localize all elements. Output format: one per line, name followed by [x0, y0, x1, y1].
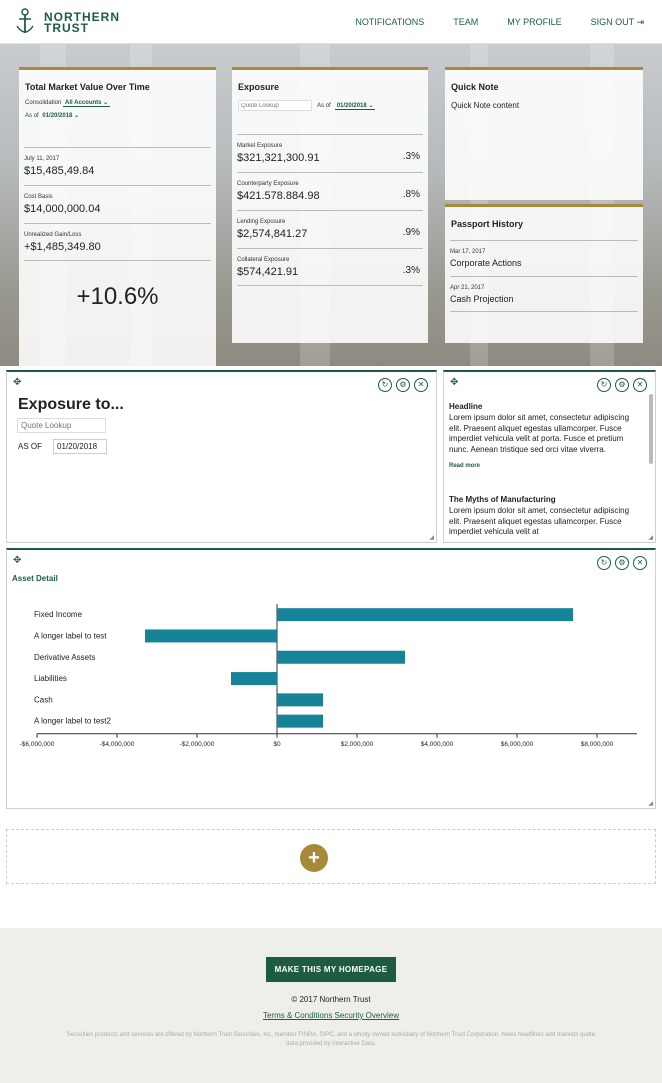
refresh-icon[interactable]: ↻ — [378, 378, 392, 392]
top-nav — [326, 17, 644, 28]
market-value-card — [19, 67, 216, 366]
exposure-asof-label: As of — [317, 102, 331, 109]
asof-date-select[interactable] — [40, 113, 81, 119]
article-headline[interactable]: The Myths of Manufacturing — [449, 495, 556, 504]
exposure-row-pct: .9% — [402, 227, 420, 238]
category-label: Fixed Income — [34, 610, 83, 620]
exposure-row-pct: .3% — [402, 151, 420, 162]
exposure-row-value: $421.578.884.98 — [237, 190, 320, 202]
chart-bar — [277, 651, 405, 664]
x-tick-label: -$4,000,000 — [99, 740, 135, 748]
refresh-icon[interactable]: ↻ — [597, 556, 611, 570]
move-handle-icon[interactable]: ✥ — [13, 555, 22, 566]
asset-detail-widget — [6, 548, 656, 809]
anchor-logo-icon — [14, 8, 36, 36]
chart-bar — [277, 608, 573, 621]
news-widget — [443, 370, 656, 543]
exposure-row-value: $321,321,300.91 — [237, 152, 320, 164]
news-article — [449, 402, 639, 469]
exposure-row-label: Counterparty Exposure — [237, 181, 299, 187]
footer-disclaimer: Securities products and services are offered by Northern Trust Securities, Inc, member FINRA, SIPC, and a wholly owned subsidiary of Northern Trust Corporation. News headlines and markets quote data provided by Interactive Data. — [66, 1032, 596, 1047]
sign-out-label: SIGN OUT — [590, 17, 634, 27]
close-icon[interactable]: ✕ — [633, 556, 647, 570]
category-label: Cash — [34, 695, 53, 705]
article-body: Lorem ipsum dolor sit amet, consectetur adipiscing elit. Praesent aliquet egestas ullamcorper. Fusce imperdiet vehicula velit at — [449, 506, 630, 536]
add-widget-area — [6, 829, 656, 884]
x-tick-label: -$6,000,000 — [19, 740, 55, 748]
market-row — [24, 185, 211, 223]
market-row-value: $14,000,000.04 — [24, 203, 101, 215]
resize-handle-icon[interactable]: ◢ — [648, 801, 653, 807]
x-tick-label: $2,000,000 — [340, 740, 374, 748]
chevron-down-icon: ⌄ — [103, 100, 109, 106]
exposure-asof-select[interactable] — [335, 102, 376, 110]
asof-label: As of — [25, 113, 39, 119]
exposure-row-value: $574,421.91 — [237, 266, 299, 278]
logo-line1: NORTHERN — [44, 10, 120, 24]
exposure-widget-title: Exposure to... — [18, 396, 124, 413]
market-row — [24, 147, 211, 185]
consolidation-value: All Accounts — [65, 100, 102, 106]
resize-handle-icon[interactable]: ◢ — [429, 535, 434, 541]
news-article — [449, 495, 639, 538]
exposure-row-value: $2,574,841.27 — [237, 228, 308, 240]
site-header — [0, 0, 662, 44]
news-scrollbar[interactable] — [649, 394, 653, 464]
exposure-row-label: Market Exposure — [237, 143, 283, 149]
asset-detail-chart — [7, 586, 655, 806]
refresh-icon[interactable]: ↻ — [597, 378, 611, 392]
x-tick-label: $6,000,000 — [500, 740, 534, 748]
market-row-label: July 11, 2017 — [24, 156, 60, 162]
make-homepage-button[interactable]: MAKE THIS MY HOMEPAGE — [266, 957, 396, 982]
passport-item[interactable] — [450, 240, 638, 276]
move-handle-icon[interactable]: ✥ — [13, 377, 22, 388]
chevron-down-icon: ⌄ — [74, 113, 80, 119]
market-row-value: $15,485,49.84 — [24, 165, 95, 177]
market-value-title: Total Market Value Over Time — [25, 82, 150, 92]
read-more-link[interactable]: Read more — [449, 463, 481, 469]
article-headline[interactable]: Headline — [449, 402, 483, 411]
northern-trust-logo[interactable] — [14, 8, 124, 36]
quick-note-content[interactable]: Quick Note content — [451, 101, 520, 110]
exposure-widget-asof-label: AS OF — [18, 442, 43, 451]
market-row-label: Cost Basis — [24, 194, 53, 200]
nav-sign-out[interactable] — [591, 17, 644, 28]
copyright-text: © 2017 Northern Trust — [291, 995, 371, 1004]
footer-links[interactable]: Terms & Conditions Security Overview — [262, 1011, 400, 1020]
sign-out-icon: ⇥ — [636, 17, 644, 27]
footer — [0, 928, 662, 1083]
x-tick-label: $8,000,000 — [580, 740, 614, 748]
article-body: Lorem ipsum dolor sit amet, consectetur adipiscing elit. Praesent aliquet egestas ullamcorper. Fusce imperdiet vehicula velit at porta. Fusce et pretium nunc. Aenean tristique sed orci vitae viverra. — [449, 413, 630, 454]
market-row-label: Unrealized Gain/Loss — [24, 232, 82, 238]
gain-percentage: +10.6% — [76, 283, 159, 310]
hero-background — [0, 44, 662, 366]
consolidation-select[interactable] — [63, 100, 110, 107]
chevron-down-icon: ⌄ — [368, 102, 374, 109]
category-label: Derivative Assets — [34, 652, 96, 662]
exposure-row-pct: .8% — [402, 189, 420, 200]
category-label: A longer label to test — [34, 631, 107, 641]
settings-icon[interactable]: ⚙ — [615, 556, 629, 570]
quote-lookup-input[interactable] — [238, 100, 312, 111]
passport-item-label: Corporate Actions — [450, 258, 522, 268]
settings-icon[interactable]: ⚙ — [396, 378, 410, 392]
passport-history-card — [445, 204, 643, 343]
exposure-row-label: Lending Exposure — [237, 219, 286, 225]
exposure-row — [237, 248, 423, 286]
close-icon[interactable]: ✕ — [633, 378, 647, 392]
quick-note-title: Quick Note — [451, 82, 499, 92]
passport-title: Passport History — [451, 219, 524, 229]
exposure-title: Exposure — [238, 82, 280, 92]
exposure-row — [237, 210, 423, 248]
passport-item-label: Cash Projection — [450, 294, 514, 304]
x-tick-label: $4,000,000 — [420, 740, 454, 748]
exposure-card — [232, 67, 428, 343]
category-label: Liabilities — [34, 674, 67, 684]
close-icon[interactable]: ✕ — [414, 378, 428, 392]
consolidation-label: Consolidation — [25, 100, 62, 106]
move-handle-icon[interactable]: ✥ — [450, 377, 459, 388]
x-tick-label: -$2,000,000 — [179, 740, 215, 748]
chart-bar — [277, 715, 323, 728]
exposure-widget-quote-input[interactable] — [17, 418, 106, 433]
passport-item-date: Mar 17, 2017 — [450, 249, 486, 255]
passport-item-date: Apr 21, 2017 — [450, 285, 485, 291]
quick-note-card — [445, 67, 643, 200]
nav-notifications[interactable]: NOTIFICATIONS — [355, 17, 425, 27]
passport-item[interactable] — [450, 276, 638, 312]
asset-detail-title: Asset Detail — [12, 574, 58, 583]
exposure-widget-date-input[interactable]: 01/20/2018 — [53, 439, 107, 454]
add-widget-button[interactable]: + — [300, 844, 328, 872]
exposure-widget — [6, 370, 437, 543]
chart-bar — [231, 672, 277, 685]
asof-date-value: 01/20/2018 — [42, 113, 73, 119]
exposure-row — [237, 172, 423, 210]
exposure-row-label: Collateral Exposure — [237, 257, 290, 263]
chart-bar — [277, 693, 323, 706]
logo-line2: TRUST — [44, 21, 89, 35]
market-row-value: +$1,485,349.80 — [24, 241, 101, 253]
nav-my-profile[interactable]: MY PROFILE — [507, 17, 562, 27]
settings-icon[interactable]: ⚙ — [615, 378, 629, 392]
exposure-row-pct: .3% — [402, 265, 420, 276]
x-tick-label: $0 — [273, 740, 281, 748]
market-row — [24, 223, 211, 261]
chart-bar — [145, 629, 277, 642]
exposure-asof-value: 01/20/2018 — [336, 102, 367, 109]
exposure-row — [237, 134, 423, 172]
resize-handle-icon[interactable]: ◢ — [648, 535, 653, 541]
category-label: A longer label to test2 — [34, 716, 111, 726]
nav-team[interactable]: TEAM — [453, 17, 479, 27]
